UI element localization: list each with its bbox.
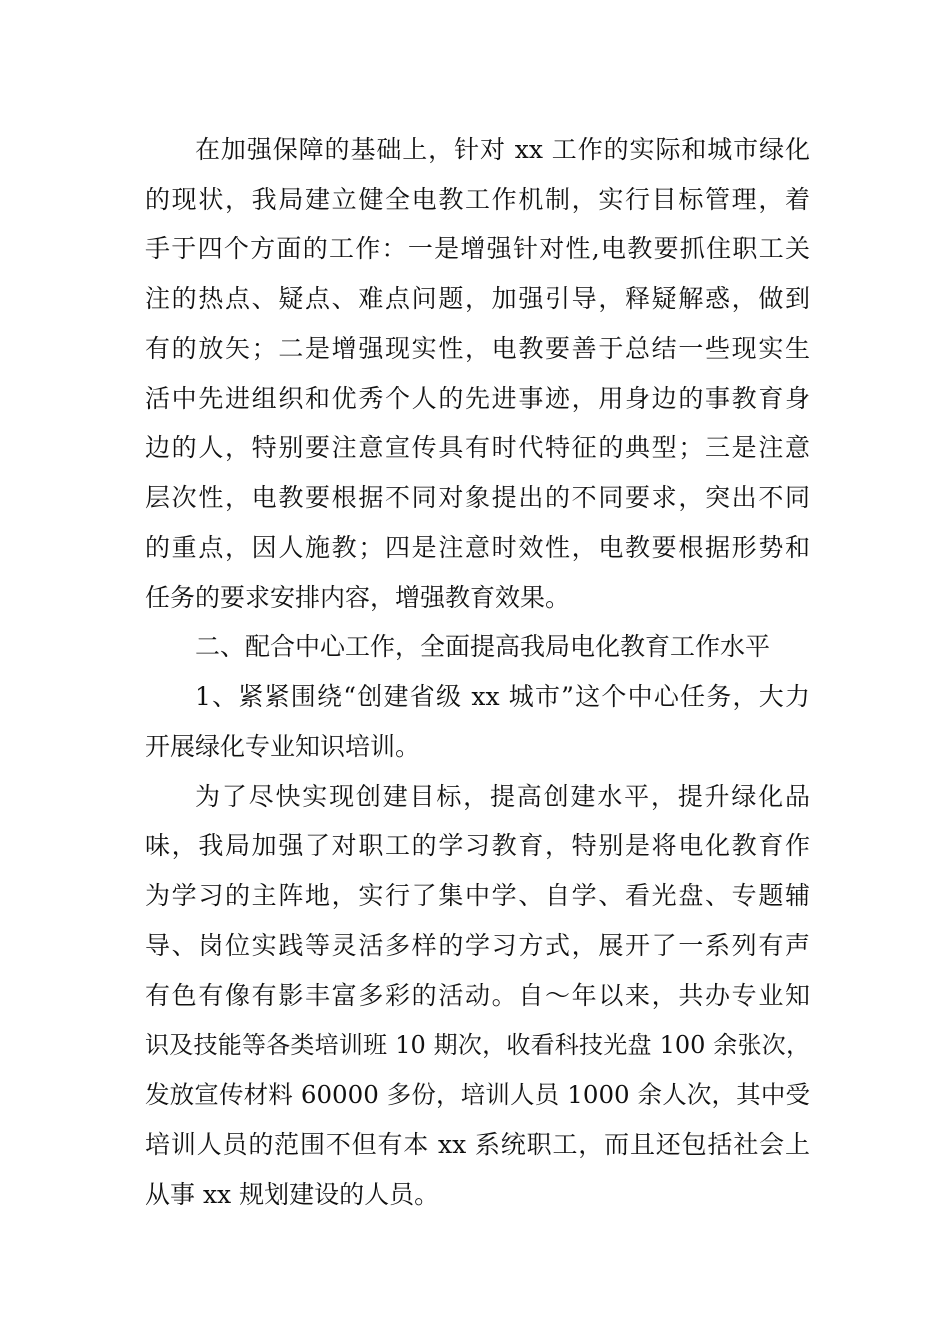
paragraph-2-line-1: 为了尽快实现创建目标，提高创建水平，提升绿化品 bbox=[195, 782, 810, 811]
paragraph-2-line-7: 发放宣传材料 60000 多份，培训人员 1000 余人次，其中受 bbox=[145, 1080, 810, 1109]
paragraph-2-line-2: 味，我局加强了对职工的学习教育，特别是将电化教育作 bbox=[145, 831, 810, 860]
subheading-line-1: 1、紧紧围绕“创建省级 xx 城市”这个中心任务，大力 bbox=[195, 682, 810, 711]
paragraph-1-line-7: 边的人，特别要注意宣传具有时代特征的典型；三是注意 bbox=[145, 433, 810, 462]
paragraph-2-line-6: 识及技能等各类培训班 10 期次，收看科技光盘 100 余张次， bbox=[145, 1031, 810, 1059]
paragraph-2-line-5: 有色有像有影丰富多彩的活动。自～年以来，共办专业知 bbox=[145, 981, 810, 1010]
paragraph-1-line-6: 活中先进组织和优秀个人的先进事迹，用身边的事教育身 bbox=[145, 384, 810, 413]
paragraph-1-line-5: 有的放矢；二是增强现实性，电教要善于总结一些现实生 bbox=[145, 334, 810, 363]
paragraph-2-line-4: 导、岗位实践等灵活多样的学习方式，展开了一系列有声 bbox=[145, 931, 810, 960]
paragraph-1-line-3: 手于四个方面的工作：一是增强针对性,电教要抓住职工关 bbox=[145, 234, 810, 263]
paragraph-1-line-4: 注的热点、疑点、难点问题，加强引导，释疑解惑，做到 bbox=[145, 284, 810, 313]
paragraph-1-line-9: 的重点，因人施教；四是注意时效性，电教要根据形势和 bbox=[145, 533, 810, 562]
paragraph-1-line-8: 层次性，电教要根据不同对象提出的不同要求，突出不同 bbox=[145, 483, 810, 512]
paragraph-2-line-9: 从事 xx 规划建设的人员。 bbox=[145, 1180, 440, 1209]
paragraph-2-line-8: 培训人员的范围不但有本 xx 系统职工，而且还包括社会上 bbox=[145, 1130, 810, 1159]
paragraph-1-line-10: 任务的要求安排内容，增强教育效果。 bbox=[145, 583, 571, 612]
paragraph-1-line-1: 在加强保障的基础上，针对 xx 工作的实际和城市绿化 bbox=[195, 135, 810, 164]
paragraph-2-line-3: 为学习的主阵地，实行了集中学、自学、看光盘、专题辅 bbox=[145, 881, 810, 910]
subheading-line-2: 开展绿化专业知识培训。 bbox=[145, 732, 421, 761]
section-heading: 二、配合中心工作，全面提高我局电化教育工作水平 bbox=[195, 632, 771, 661]
paragraph-1-line-2: 的现状，我局建立健全电教工作机制，实行目标管理，着 bbox=[145, 185, 810, 214]
